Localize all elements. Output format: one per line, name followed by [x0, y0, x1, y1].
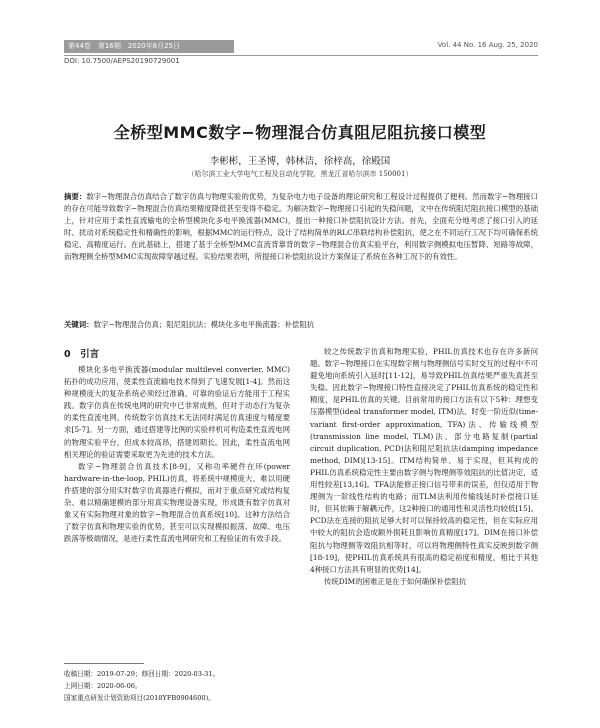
paragraph: 数字−物理混合仿真技术[8-9]，又称功率硬件在环(power hardware-in-the-loop, PHIL)仿真，将系统中规模庞大、难以用硬件搭建的部分用实时数字仿真器进行模拟，而对于重点研究或结构复杂、难以精确建模的部分用真实物理设备实现，形成既有数字仿真对象又有实际物理对象的数字−物理混合仿真系统[10]。这种方法结合了数字仿真和物理实验的优势，甚至可以实现模拟振荡、故障、电压跌落等极端情况，是进行柔性直流电网研究和工程验证的有效手段。 [64, 461, 290, 544]
footnote-divider [64, 663, 144, 664]
journal-issue-banner: 第44卷 第16期 2020年8月25日 [64, 40, 234, 53]
doi: DOI: 10.7500/AEPS20190729001 [64, 57, 180, 65]
section-heading: 0 引言 [64, 349, 100, 360]
abstract-text: 数字−物理混合仿真结合了数字仿真与物理实验的优势，为复杂电力电子设备的理论研究和工程设计过程提供了便利。然而数字−物理接口的存在可能导致数字−物理混合仿真结果精度降低甚至变得不稳定。为解决数字−物理接口引起的失稳问题，文中在传统阻尼阻抗接口模型的基础上，针对应用于柔性直流输电的全桥型模块化多电平换流器(MMC)，提出一种接口补偿阻抗设计方法。首先，全面充分地考虑了接口引入的延时、扰动对系统稳定性和精确性的影响，根据MMC的运行特点，设计了结构简单的RLC串联结构补偿阻抗，使之在不同运行工况下均可确保系统稳定、高精度运行。在此基础上，搭建了基于全桥型MMC直流背靠背的数字−物理混合仿真实验平台，利用数字侧模拟电压暂降、短路等故障，而物理侧全桥型MMC实现故障穿越过程。实验结果表明，所提接口补偿阻抗设计方案保证了系统在各种工况下的有效性。 [64, 192, 538, 261]
footnote-online: 上网日期：2020-06-06。 [64, 682, 142, 690]
journal-volume-info: Vol. 44 No. 16 Aug. 25, 2020 [437, 41, 538, 49]
paper-title: 全桥型MMC数字−物理混合仿真阻尼阻抗接口模型 [113, 123, 487, 142]
abstract-label: 摘要： [64, 192, 87, 201]
paragraph: 传统DIM的困难正是在于如何确保补偿阻抗 [324, 576, 467, 586]
keywords-label: 关键词： [64, 320, 94, 329]
paragraph: 较之传统数字仿真和物理实验，PHIL仿真技术也存在许多新问题。数字−物理接口在实现数字侧与物理侧信号实时交互的过程中不可避免地向系统引入延时[11-12]，易导致PHIL仿真结果严重失真甚至失稳。因此数字−物理接口特性直接决定了PHIL仿真系统的稳定性和精度，是PHIL仿真的关键。目前常用的接口方法有以下5种：理想变压器模型(ideal transformer model, ITM)法、时变一阶近似(time-variant first-order approximation, TFA)法、传输线模型(transmission line model, TLM)法、部分电路复制(partial circuit duplication, PCD)法和阻尼阻抗法(damping impedance method, DIM)[13-15]。ITM结构简单、易于实现，但其构成的PHIL仿真系统稳定性主要由数字侧与物理侧等效阻抗的比值决定，适用性较差[13,16]。TFA法能修正接口信号带来的误差，但仅适用于物理侧为一阶线性结构的电路；而TLM法利用传输线延时补偿接口延时，但其依赖于解耦元件，这2种接口的通用性和灵活性均较低[15]。PCD法在连接的阻抗足够大时可以保持较高的稳定性，但在实际应用中较大的阻抗会造成额外损耗且影响仿真精度[17]。DIM在接口补偿阻抗与物理侧等效阻抗相等时，可以将物理侧特性真实反映到数字侧[18-19]，使PHIL仿真系统具有很高的稳定裕度和精度，相比于其他4种接口方法具有明显的优势[14]。 [310, 347, 538, 574]
paragraph: 模块化多电平换流器(modular multilevel converter, MMC)拓扑的成功应用，使柔性直流输电技术得到了飞速发展[1-4]。然而这种规模庞大的复杂系统必须经过准确、可靠的验证后方能用于工程实践。数字仿真在传统电网的研究中已非常成熟，但对于动态行为复杂的柔性直流电网，传统数字仿真技术无法同时满足仿真速度与精度要求[5-7]。另一方面，通过搭建等比例的实验样机可构造柔性直流电网的物理实验平台，但成本较高昂，搭建周期长。因此，柔性直流电网相关理论的验证需要采取更为先进的技术方法。 [64, 365, 290, 459]
keywords [64, 319, 538, 331]
affiliation: （哈尔滨工业大学电气工程及自动化学院，黑龙江省哈尔滨市 150001） [187, 170, 413, 178]
right-column [310, 346, 538, 588]
footnote-received: 收稿日期：2019-07-29；修回日期：2020-03-31。 [64, 670, 220, 678]
footnote-funding: 国家重点研发计划资助项目(2018YFB0904600)。 [64, 694, 215, 702]
left-column [64, 364, 290, 545]
authors: 李彬彬，王圣博，韩林洁，徐梓高，徐殿国 [209, 156, 391, 167]
keywords-text: 数字−物理混合仿真；阻尼阻抗法；模块化多电平换流器；补偿阻抗 [93, 320, 315, 329]
abstract [64, 191, 538, 263]
footnotes [64, 668, 294, 704]
header-divider [64, 55, 538, 56]
